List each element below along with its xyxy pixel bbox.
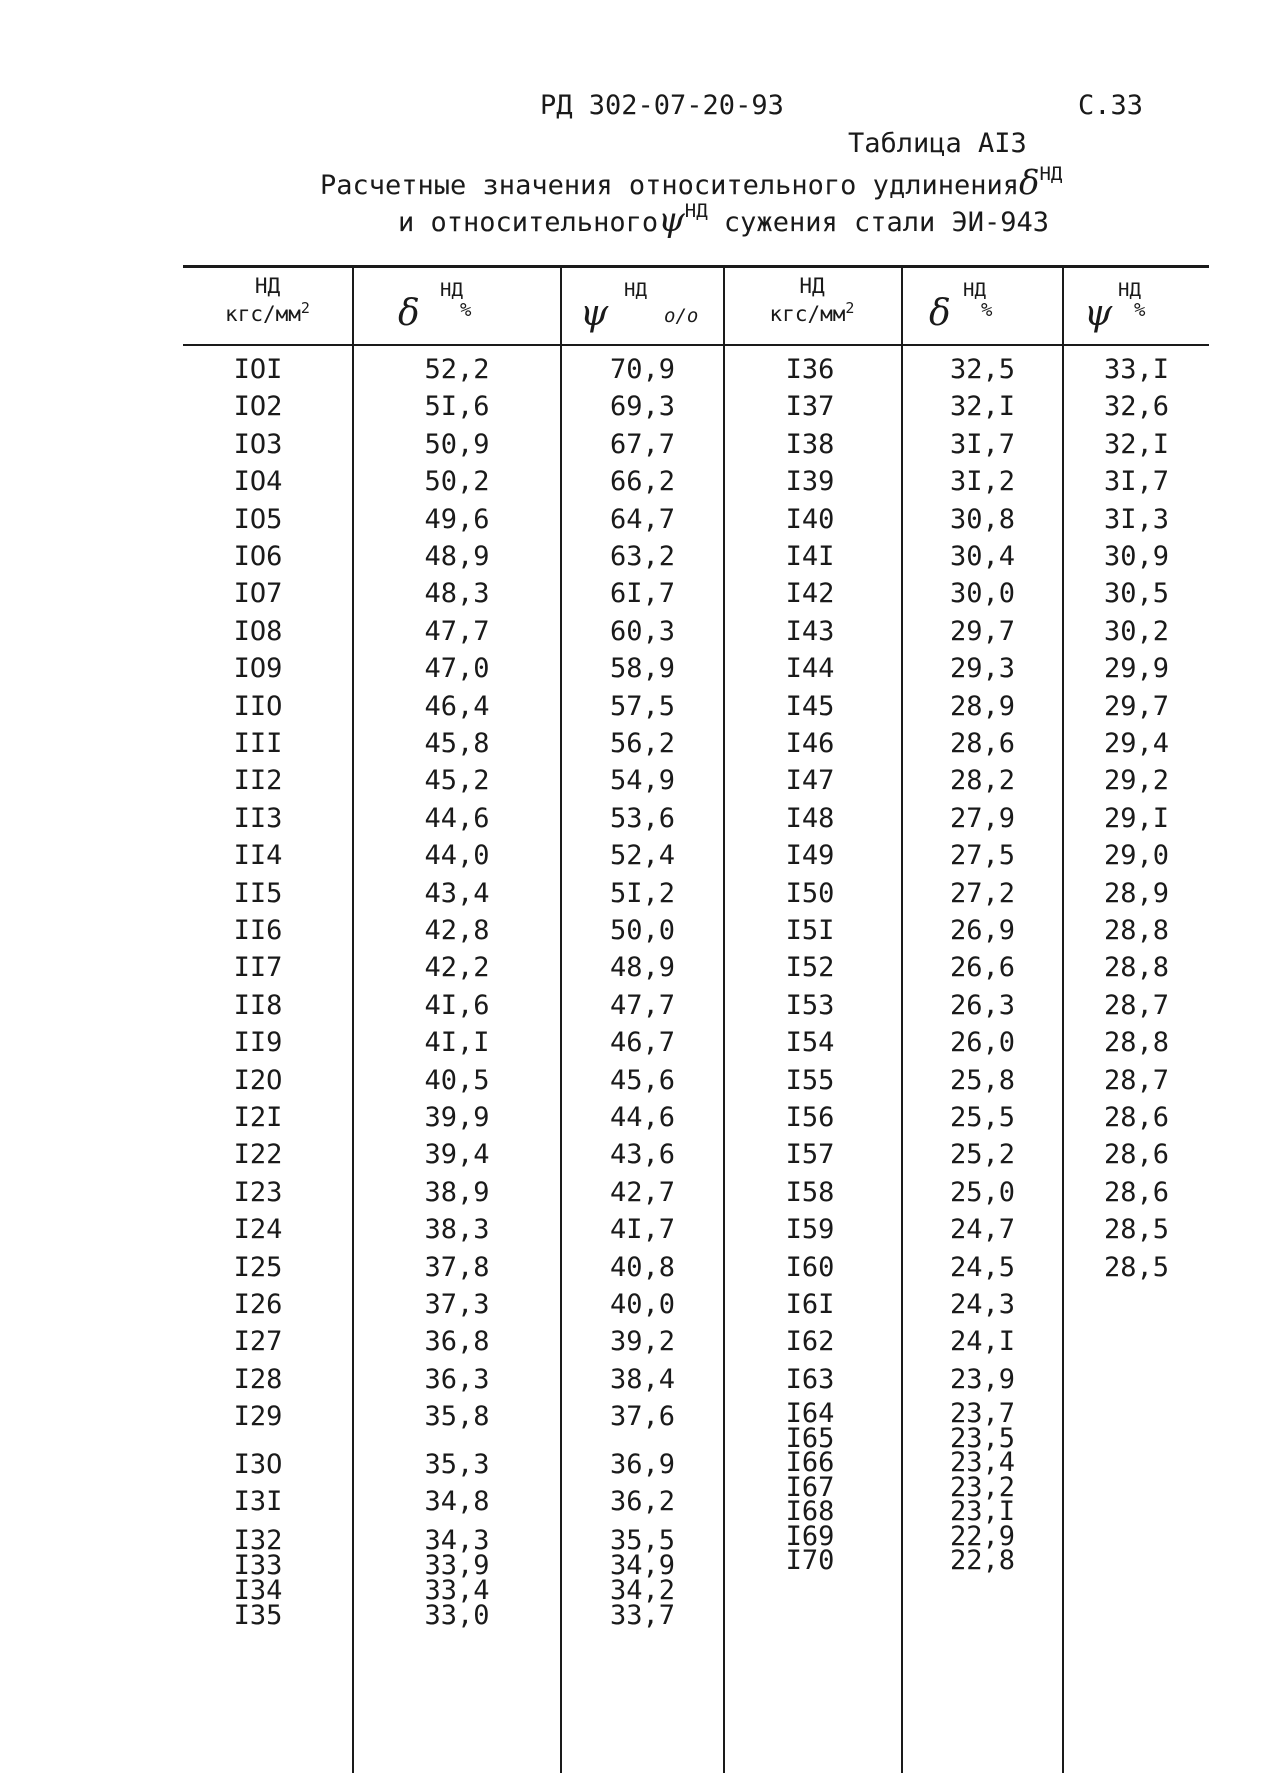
table-cell: I23 [233,1176,283,1208]
table-cell: I26 [233,1289,283,1320]
table-cell: 28,8 [1103,952,1170,984]
table-cell: I34 [233,1575,283,1606]
table-cell: I56 [785,1102,835,1133]
table-cell: 3I,2 [949,466,1016,498]
table-cell: II7 [233,952,283,984]
header-unit-bottom: кгс/$мм^2$ [769,299,855,326]
table-cell: I28 [233,1363,283,1395]
table-cell: 49,6 [424,503,490,535]
table-cell: I66 [785,1447,835,1478]
caption-line-2-prefix: и относительного [398,207,659,238]
table-cell: I6I [785,1289,835,1320]
table-cell: 44,6 [424,802,490,834]
table-cell: 28,7 [1103,989,1170,1021]
document-code: РД 302-07-20-93 [540,90,784,121]
table-cell: 23,4 [949,1447,1016,1478]
table-cell: 28,6 [1103,1102,1170,1133]
header-sub: НД [1118,279,1141,301]
table-cell: 29,3 [949,653,1016,685]
psi-symbol: ψ [1084,293,1113,334]
table-cell: II4 [233,840,283,872]
table-cell: 33,0 [424,1600,490,1631]
table-cell: IO6 [233,541,283,572]
table-cell: IO7 [233,578,283,610]
table-cell: I2I [233,1102,283,1133]
header-delta-left [352,275,560,345]
table-cell: 3I,7 [1103,466,1170,498]
table-cell: 52,4 [609,840,676,872]
header-stress-left [183,275,352,345]
table-cell: 70,9 [609,354,676,385]
table-cell: 32,6 [1103,391,1170,423]
table-cell: 24,3 [949,1289,1016,1320]
caption-line-1 [320,163,1062,203]
table-cell: 30,9 [1103,541,1170,572]
table-cell: I2O [233,1064,283,1096]
table-cell: 4I,7 [609,1214,676,1246]
table-cell: 50,9 [424,428,490,460]
table-cell: 33,9 [424,1550,490,1581]
table-cell: 42,7 [609,1176,676,1208]
table-cell: 36,9 [609,1449,676,1480]
table-cell: 23,9 [949,1363,1016,1395]
table-cell: 30,4 [949,541,1016,572]
table-cell: 5I,6 [424,391,490,423]
table-cell: 25,2 [949,1139,1016,1171]
table-cell: I67 [785,1471,835,1503]
table-cell: 39,9 [424,1102,490,1133]
header-delta-right [901,275,1062,345]
table-cell: I45 [785,690,835,722]
table-cell: I69 [785,1520,835,1552]
header-stress-right [723,275,901,345]
table-cell: 52,2 [424,354,490,385]
table-cell: IO3 [233,428,283,460]
table-cell: II3 [233,802,283,834]
table-cell: 32,I [1103,428,1170,460]
header-percent: % [981,299,993,321]
table-cell: 48,9 [424,541,490,572]
header-psi-right [1062,275,1209,345]
table-cell: 35,3 [424,1449,490,1480]
table-cell: 25,5 [949,1102,1016,1133]
table-cell: I29 [233,1401,283,1433]
table-cell: IOI [233,354,283,385]
table-cell: 54,9 [609,765,676,797]
table-cell: 28,9 [1103,877,1170,909]
caption-line-1-sup: НД [1039,163,1063,185]
table-cell: I49 [785,840,835,872]
delta-symbol: δ [1018,163,1040,203]
table-cell: 23,I [949,1496,1016,1527]
caption-line-2-sup: НД [684,200,708,222]
table-cell: 34,3 [424,1525,490,1556]
table-cell: 6I,7 [609,578,676,610]
table-cell: 29,7 [1103,690,1170,722]
table-cell: I33 [233,1550,283,1581]
table-cell: 57,5 [609,690,676,722]
table-cell: 30,8 [949,503,1016,535]
table-cell: 35,8 [424,1401,490,1433]
table-cell: 28,6 [949,728,1016,759]
table-cell: 29,0 [1103,840,1170,872]
table-cell: 28,6 [1103,1176,1170,1208]
table-cell: 36,8 [424,1326,490,1358]
table-cell: 42,2 [424,952,490,984]
table-cell: I25 [233,1251,283,1283]
table-cell: 33,4 [424,1575,490,1606]
table-cell: IO8 [233,615,283,647]
table-cell: 3I,7 [949,428,1016,460]
table-cell: 29,2 [1103,765,1170,797]
table-cell: I70 [785,1545,835,1576]
column-divider [723,265,725,1773]
table-cell: 30,2 [1103,615,1170,647]
table-cell: 26,0 [949,1027,1016,1059]
table-cell: I3I [233,1486,283,1517]
table-cell: 27,9 [949,802,1016,834]
table-cell: 37,6 [609,1401,676,1433]
table-cell: II8 [233,989,283,1021]
table-cell: II6 [233,915,283,946]
table-cell: 28,2 [949,765,1016,797]
table-cell: 36,3 [424,1363,490,1395]
table-cell: I64 [785,1398,835,1429]
header-sub: НД [963,279,986,301]
table-cell: 58,9 [609,653,676,685]
table-cell: 26,6 [949,952,1016,984]
table-cell: 42,8 [424,915,490,946]
table-cell: I54 [785,1027,835,1059]
table-cell: 44,0 [424,840,490,872]
table-cell: 48,3 [424,578,490,610]
psi-symbol: ψ [580,293,609,334]
table-cell: 24,I [949,1326,1016,1358]
table-cell: 30,5 [1103,578,1170,610]
table-cell: I4I [785,541,835,572]
table-cell: 3I,3 [1103,503,1170,535]
table-cell: I32 [233,1525,283,1556]
table-cell: I36 [785,354,835,385]
table-cell: 28,8 [1103,915,1170,946]
table-cell: 26,9 [949,915,1016,946]
table-cell: 40,0 [609,1289,676,1320]
table-cell: I48 [785,802,835,834]
table-cell: I50 [785,877,835,909]
table-cell: II9 [233,1027,283,1059]
table-cell: 34,9 [609,1550,676,1581]
table-cell: 23,7 [949,1398,1016,1429]
table-cell: 39,4 [424,1139,490,1171]
table-cell: I39 [785,466,835,498]
table-cell: 47,7 [609,989,676,1021]
table-cell: I22 [233,1139,283,1171]
table-cell: 29,I [1103,802,1170,834]
table-cell: 29,9 [1103,653,1170,685]
table-cell: 26,3 [949,989,1016,1021]
table-cell: I3O [233,1449,283,1480]
table-top-rule [183,265,1209,268]
table-label: Таблица AI3 [848,128,1027,159]
table-cell: I65 [785,1422,835,1454]
table-cell: I24 [233,1214,283,1246]
table-cell: 27,5 [949,840,1016,872]
table-cell: 30,0 [949,578,1016,610]
table-cell: I27 [233,1326,283,1358]
table-cell: 56,2 [609,728,676,759]
table-cell: 28,9 [949,690,1016,722]
table-cell: I38 [785,428,835,460]
table-cell: I5I [785,915,835,946]
table-cell: III [233,728,283,759]
table-cell: IO4 [233,466,283,498]
header-sub: НД [440,279,463,301]
table-cell: 23,2 [949,1471,1016,1503]
table-cell: I46 [785,728,835,759]
table-cell: 37,3 [424,1289,490,1320]
caption-line-1-text: Расчетные значения относительного удлинения [320,170,1019,201]
table-cell: 23,5 [949,1422,1016,1454]
table-cell: I55 [785,1064,835,1096]
table-cell: 4I,I [424,1027,490,1059]
table-cell: 24,5 [949,1251,1016,1283]
table-cell: I63 [785,1363,835,1395]
table-cell: 47,7 [424,615,490,647]
table-cell: I42 [785,578,835,610]
table-cell: 60,3 [609,615,676,647]
table-cell: 44,6 [609,1102,676,1133]
table-cell: 45,8 [424,728,490,759]
table-cell: I58 [785,1176,835,1208]
table-cell: 64,7 [609,503,676,535]
table-cell: 40,8 [609,1251,676,1283]
table-cell: 66,2 [609,466,676,498]
table-cell: 29,4 [1103,728,1170,759]
table-cell: 45,2 [424,765,490,797]
table-cell: 46,4 [424,690,490,722]
table-cell: IO9 [233,653,283,685]
header-unit-top: НД [799,274,825,298]
table-cell: 24,7 [949,1214,1016,1246]
table-cell: I57 [785,1139,835,1171]
table-cell: I47 [785,765,835,797]
table-cell: IIO [233,690,283,722]
table-cell: I43 [785,615,835,647]
table-cell: 34,2 [609,1575,676,1606]
delta-symbol: δ [929,293,951,334]
table-cell: I52 [785,952,835,984]
table-cell: 28,8 [1103,1027,1170,1059]
table-cell: 45,6 [609,1064,676,1096]
table-cell: 28,5 [1103,1214,1170,1246]
table-cell: II2 [233,765,283,797]
table-cell: 34,8 [424,1486,490,1517]
table-cell: 69,3 [609,391,676,423]
header-unit-top: НД [254,274,281,298]
table-cell: I60 [785,1251,835,1283]
table-cell: 50,2 [424,466,490,498]
table-cell: 22,8 [949,1545,1016,1576]
table-cell: 35,5 [609,1525,676,1556]
table-cell: 46,7 [609,1027,676,1059]
table-cell: 33,I [1103,354,1170,385]
table-cell: 38,3 [424,1214,490,1246]
table-cell: 63,2 [609,541,676,572]
table-cell: II5 [233,877,283,909]
table-cell: 38,4 [609,1363,676,1395]
table-cell: 47,0 [424,653,490,685]
table-cell: 53,6 [609,802,676,834]
table-cell: 43,4 [424,877,490,909]
table-cell: IO2 [233,391,283,423]
header-percent: о/о [664,305,699,327]
table-cell: 48,9 [609,952,676,984]
page-number: С.33 [1078,90,1144,121]
table-cell: 33,7 [609,1600,676,1631]
table-cell: 25,0 [949,1176,1016,1208]
table-cell: 36,2 [609,1486,676,1517]
table-cell: 32,I [949,391,1016,423]
table-cell: IO5 [233,503,283,535]
psi-symbol: ψ [658,200,685,240]
delta-symbol: δ [398,293,420,334]
header-unit-bottom: кгс/$мм^2$ [225,299,310,326]
caption-line-2 [398,200,1049,240]
table-cell: 39,2 [609,1326,676,1358]
table-cell: 40,5 [424,1064,490,1096]
table-cell: I40 [785,503,835,535]
table-cell: 29,7 [949,615,1016,647]
table-cell: 32,5 [949,354,1016,385]
header-sub: НД [624,279,647,301]
table-cell: I68 [785,1496,835,1527]
caption-line-2-suffix: сужения стали ЭИ-943 [723,207,1050,238]
table-cell: 28,7 [1103,1064,1170,1096]
table-cell: 50,0 [609,915,676,946]
table-cell: I53 [785,989,835,1021]
table-cell: I35 [233,1600,283,1631]
table-cell: 37,8 [424,1251,490,1283]
table-cell: 25,8 [949,1064,1016,1096]
table-cell: 43,6 [609,1139,676,1171]
table-cell: 22,9 [949,1520,1016,1552]
table-cell: I62 [785,1326,835,1358]
table-cell: 28,5 [1103,1251,1170,1283]
table-cell: 27,2 [949,877,1016,909]
header-percent: % [1134,299,1146,321]
table-cell: 67,7 [609,428,676,460]
table-cell: I37 [785,391,835,423]
table-cell: 5I,2 [609,877,676,909]
header-percent: % [460,299,472,321]
table-cell: 4I,6 [424,989,490,1021]
table-cell: I44 [785,653,835,685]
header-psi-left [560,275,723,345]
table-cell: I59 [785,1214,835,1246]
table-cell: 28,6 [1103,1139,1170,1171]
table-cell: 38,9 [424,1176,490,1208]
